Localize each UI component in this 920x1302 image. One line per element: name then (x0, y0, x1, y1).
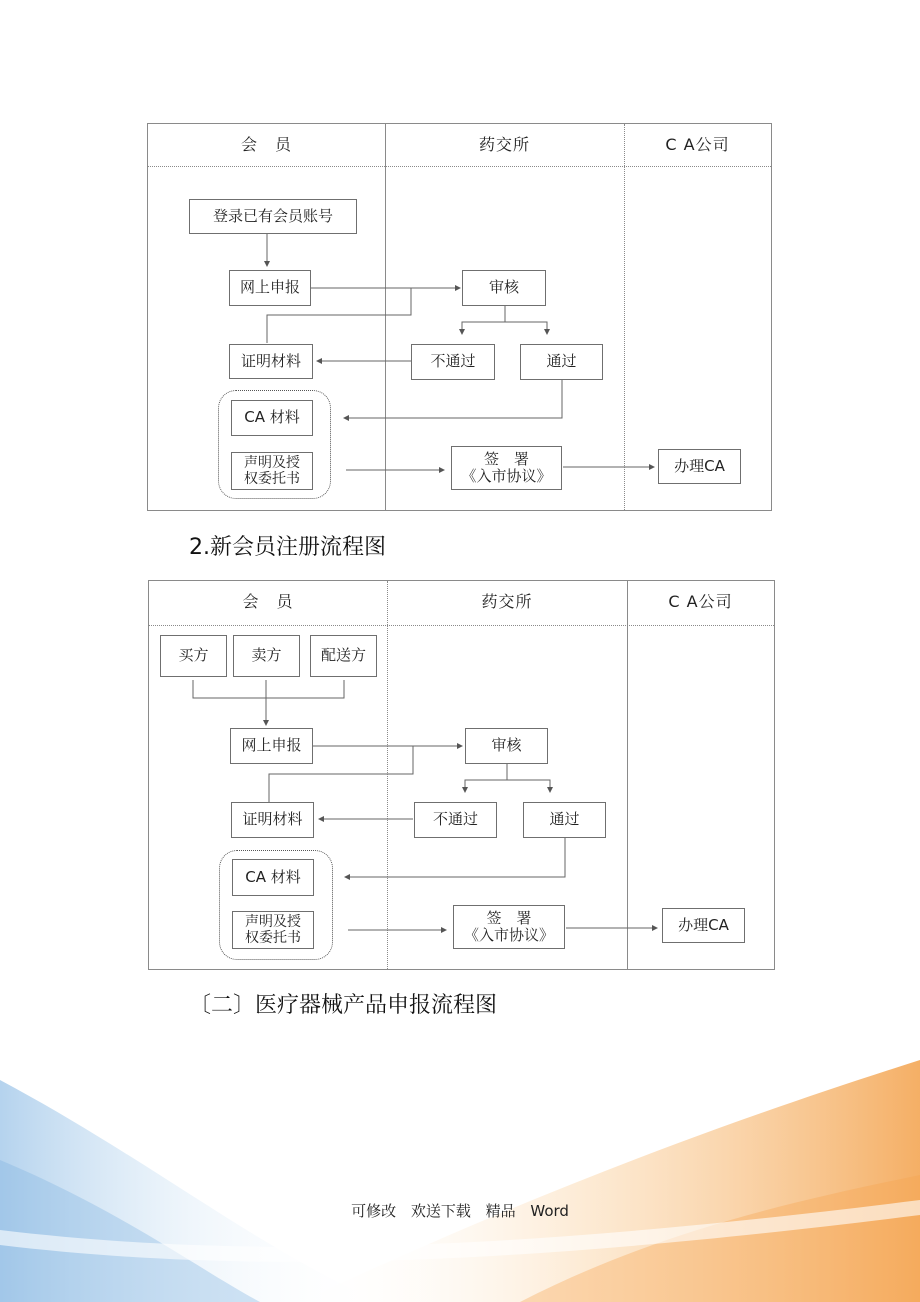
box-review: 审核 (465, 728, 548, 764)
box-statement-authorization (232, 911, 314, 949)
sign-line-2: 《入市协议》 (463, 926, 554, 944)
line-parties-merge (193, 680, 344, 698)
box-sign-agreement (453, 905, 565, 949)
sign-line-2: 《入市协议》 (461, 467, 552, 485)
box-distributor: 配送方 (310, 635, 377, 677)
sign-line-1: 签 署 (486, 908, 532, 927)
box-online-report: 网上申报 (230, 728, 313, 764)
box-handle-ca: 办理CA (658, 449, 741, 484)
lane-header-member: 会 员 (242, 592, 294, 611)
box-pass: 通过 (523, 802, 606, 838)
lane-header-ca: C A公司 (668, 592, 733, 611)
box-proof-materials: 证明材料 (229, 344, 313, 379)
statement-line-2: 权委托书 (245, 930, 301, 946)
statement-line-1: 声明及授 (244, 454, 300, 471)
box-proof-materials: 证明材料 (231, 802, 314, 838)
statement-line-2: 权委托书 (244, 471, 300, 487)
box-online-report: 网上申报 (229, 270, 311, 306)
box-review: 审核 (462, 270, 546, 306)
lane-header-member: 会 员 (240, 135, 292, 154)
box-handle-ca: 办理CA (662, 908, 745, 943)
box-buyer: 买方 (160, 635, 227, 677)
box-seller: 卖方 (233, 635, 300, 677)
statement-line-1: 声明及授 (245, 913, 301, 930)
caption-new-member-registration: 2.新会员注册流程图 (189, 535, 386, 560)
lane-header-ca: C A公司 (665, 135, 730, 154)
arrow-review-split (507, 780, 550, 792)
box-pass: 通过 (520, 344, 603, 380)
box-ca-material: CA 材料 (232, 859, 314, 896)
box-fail: 不通过 (411, 344, 495, 380)
box-ca-material: CA 材料 (231, 400, 313, 436)
lane-header-exchange: 药交所 (481, 592, 533, 611)
footer-text: 可修改 欢送下载 精品 Word (351, 1202, 569, 1220)
arrow-review-split (465, 764, 507, 792)
caption-medical-device-report: 〔二〕医疗器械产品申报流程图 (189, 993, 498, 1018)
box-login-existing-account: 登录已有会员账号 (189, 199, 357, 234)
arrow-pass-to-ca-material (345, 838, 565, 877)
sign-line-1: 签 署 (483, 449, 529, 468)
box-fail: 不通过 (414, 802, 497, 838)
lane-header-exchange: 药交所 (478, 135, 530, 154)
